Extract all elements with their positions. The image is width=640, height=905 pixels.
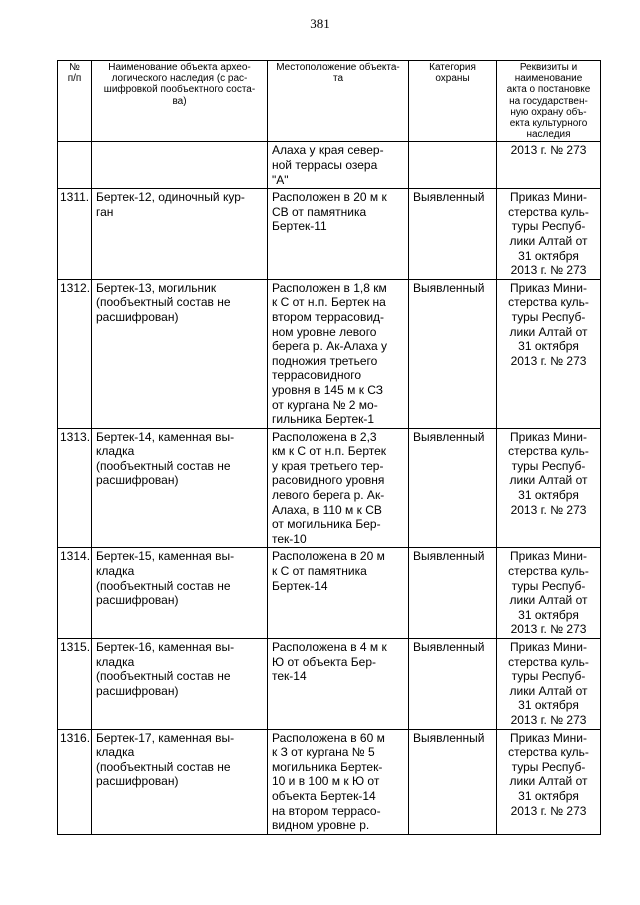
cell-category	[409, 142, 497, 189]
cell-line: Расположен в 20 м к	[272, 190, 387, 205]
cell-number	[58, 142, 92, 189]
cell-line: берега р. Ак-Алаха у	[272, 339, 388, 354]
cell-line: расшифрован)	[96, 593, 179, 608]
cell-line: 2013 г. № 273	[510, 502, 587, 517]
cell-line: лики Алтай от	[509, 233, 588, 248]
cell-location	[268, 729, 409, 834]
cell-line: расшифрован)	[96, 473, 179, 488]
cell-location	[268, 189, 409, 280]
cell-line: туры Респуб-	[511, 578, 586, 593]
cell-location	[268, 142, 409, 189]
cell-line: кладка	[96, 745, 135, 760]
cell-line: от могильника Бер-	[272, 517, 381, 532]
table-row	[58, 189, 601, 280]
cell-object-name	[92, 189, 268, 280]
cell-line: (пообъектный состав не	[96, 295, 231, 310]
cell-line: стерства куль-	[508, 204, 589, 219]
header-requisites: Реквизиты и наименование акта о постановке на государствен- ную охрану объ- екта культурного наследия	[497, 61, 601, 142]
cell-line: стерства куль-	[508, 564, 589, 579]
cell-number: 1316.	[58, 729, 92, 834]
table-body	[58, 142, 601, 834]
cell-line: от кургана № 2 мо-	[272, 397, 378, 412]
cell-line: втором террасовид-	[272, 309, 385, 324]
cell-line: (пообъектный состав не	[96, 759, 231, 774]
cell-line: Расположен в 1,8 км	[272, 280, 387, 295]
cell-line: расовидного уровня	[272, 473, 385, 488]
cell-number: 1315.	[58, 639, 92, 730]
cell-line: расшифрован)	[96, 774, 179, 789]
cell-location	[268, 639, 409, 730]
cell-object-name	[92, 729, 268, 834]
page-number: 381	[310, 16, 330, 31]
cell-line: 31 октября	[518, 788, 579, 803]
cell-line: Бертек-13, могильник	[96, 280, 217, 295]
cell-object-name	[92, 279, 268, 428]
cell-line: (пообъектный состав не	[96, 458, 231, 473]
cell-line: лики Алтай от	[509, 324, 588, 339]
cell-line: тек-14	[272, 669, 307, 684]
cell-line: террасовидного	[272, 368, 362, 383]
cell-line: у края третьего тер-	[272, 458, 384, 473]
cell-requisites	[497, 639, 601, 730]
cell-line: Алаха, в 110 м к СВ	[272, 502, 382, 517]
cell-line: к З от кургана № 5	[272, 745, 375, 760]
cell-line: 2013 г. № 273	[510, 803, 587, 818]
cell-line: 2013 г. № 273	[510, 263, 587, 278]
cell-line: подножия третьего	[272, 353, 378, 368]
cell-number: 1313.	[58, 428, 92, 548]
cell-line: Бертек-12, одиночный кур-	[96, 190, 245, 205]
cell-line: левого берега р. Ак-	[272, 488, 385, 503]
cell-line: ган	[96, 204, 114, 219]
cell-line: "А"	[272, 172, 289, 187]
cell-category: Выявленный	[409, 639, 497, 730]
table-row	[58, 729, 601, 834]
cell-line: Расположена в 60 м	[272, 730, 385, 745]
cell-line: расшифрован)	[96, 683, 179, 698]
cell-line: Бертек-17, каменная вы-	[96, 730, 235, 745]
table-row	[58, 279, 601, 428]
cell-line: Приказ Мини-	[510, 429, 587, 444]
cell-number: 1312.	[58, 279, 92, 428]
cell-location	[268, 279, 409, 428]
table-row	[58, 142, 601, 189]
cell-line: 2013 г. № 273	[510, 143, 587, 158]
cell-line: гильника Бертек-1	[272, 412, 375, 427]
cell-line: Приказ Мини-	[510, 549, 587, 564]
cell-line: кладка	[96, 564, 135, 579]
cell-line: лики Алтай от	[509, 683, 588, 698]
cell-requisites	[497, 279, 601, 428]
table-row	[58, 548, 601, 639]
cell-line: Бертек-11	[272, 219, 327, 234]
header-category: Категория охраны	[409, 61, 497, 142]
header-location: Местоположение объекта- та	[268, 61, 409, 142]
cell-category: Выявленный	[409, 279, 497, 428]
cell-line: 2013 г. № 273	[510, 622, 587, 637]
cell-line: кладка	[96, 444, 135, 459]
cell-line: Приказ Мини-	[510, 190, 587, 205]
cell-line: ном уровне левого	[272, 324, 377, 339]
cell-location	[268, 548, 409, 639]
cell-requisites	[497, 428, 601, 548]
cell-line: (пообъектный состав не	[96, 669, 231, 684]
cell-line: Алаха у края север-	[272, 143, 384, 158]
cell-location	[268, 428, 409, 548]
cell-line: км к С от н.п. Бертек	[272, 444, 387, 459]
cell-requisites	[497, 729, 601, 834]
cell-line: Бертек-16, каменная вы-	[96, 640, 235, 655]
cell-line: туры Респуб-	[511, 309, 586, 324]
cell-object-name	[92, 428, 268, 548]
cell-line: Приказ Мини-	[510, 280, 587, 295]
cell-line: на втором террасо-	[272, 803, 381, 818]
cell-line: туры Респуб-	[511, 219, 586, 234]
cell-line: Расположена в 4 м к	[272, 640, 387, 655]
cell-line: лики Алтай от	[509, 593, 588, 608]
cell-line: ной террасы озера	[272, 158, 378, 173]
cell-line: туры Респуб-	[511, 669, 586, 684]
cell-object-name	[92, 548, 268, 639]
cell-line: стерства куль-	[508, 745, 589, 760]
cell-line: 31 октября	[518, 698, 579, 713]
cell-line: туры Респуб-	[511, 759, 586, 774]
cell-line: уровня в 145 м к СЗ	[272, 382, 384, 397]
cell-category: Выявленный	[409, 428, 497, 548]
cell-line: могильника Бертек-	[272, 759, 383, 774]
cell-requisites	[497, 548, 601, 639]
cell-line: расшифрован)	[96, 309, 179, 324]
cell-requisites	[497, 142, 601, 189]
cell-line: тек-10	[272, 531, 307, 546]
cell-line: Бертек-14	[272, 578, 328, 593]
cell-line: лики Алтай от	[509, 473, 588, 488]
cell-category: Выявленный	[409, 548, 497, 639]
cell-line: 31 октября	[518, 488, 579, 503]
cell-line: лики Алтай от	[509, 774, 588, 789]
cell-line: Ю от объекта Бер-	[272, 654, 376, 669]
cell-object-name	[92, 639, 268, 730]
cell-number: 1311.	[58, 189, 92, 280]
table-header-row	[58, 61, 601, 142]
cell-line: (пообъектный состав не	[96, 578, 231, 593]
header-name: Наименование объекта архео- логического наследия (с рас- шифровкой пообъектного соста- ва)	[92, 61, 268, 142]
cell-line: объекта Бертек-14	[272, 788, 376, 803]
cell-number: 1314.	[58, 548, 92, 639]
cell-line: 10 и в 100 м к Ю от	[272, 774, 380, 789]
cell-line: к С от н.п. Бертек на	[272, 295, 386, 310]
cell-line: СВ от памятника	[272, 204, 367, 219]
cell-line: Расположена в 20 м	[272, 549, 385, 564]
cell-line: 31 октября	[518, 339, 579, 354]
cell-category: Выявленный	[409, 189, 497, 280]
cell-line: 2013 г. № 273	[510, 353, 587, 368]
cell-line: Бертек-14, каменная вы-	[96, 429, 235, 444]
cell-line: Расположена в 2,3	[272, 429, 377, 444]
table-row	[58, 639, 601, 730]
cell-category: Выявленный	[409, 729, 497, 834]
cell-line: стерства куль-	[508, 295, 589, 310]
cell-line: стерства куль-	[508, 444, 589, 459]
cell-line: стерства куль-	[508, 654, 589, 669]
cell-object-name	[92, 142, 268, 189]
cell-requisites	[497, 189, 601, 280]
cell-line: 2013 г. № 273	[510, 712, 587, 727]
cell-line: 31 октября	[518, 248, 579, 263]
cell-line: туры Респуб-	[511, 458, 586, 473]
cell-line: 31 октября	[518, 607, 579, 622]
table-row	[58, 428, 601, 548]
header-num: № п/п	[58, 61, 92, 142]
cell-line: к С от памятника	[272, 564, 367, 579]
heritage-table	[57, 60, 601, 835]
cell-line: Бертек-15, каменная вы-	[96, 549, 235, 564]
cell-line: Приказ Мини-	[510, 730, 587, 745]
cell-line: кладка	[96, 654, 135, 669]
cell-line: видном уровне р.	[272, 818, 370, 833]
cell-line: Приказ Мини-	[510, 640, 587, 655]
